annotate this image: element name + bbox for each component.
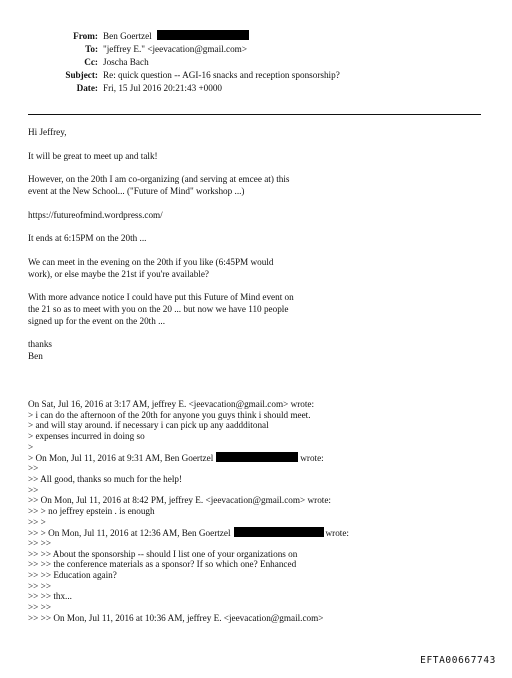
to-value: "jeffrey E." <jeevacation@gmail.com>	[103, 44, 248, 54]
body-line: thanks	[28, 339, 52, 350]
subject-value: Re: quick question -- AGI-16 snacks and reception sponsorship?	[103, 70, 340, 80]
body-line: signed up for the event on the 20th ...	[28, 315, 166, 326]
date-label: Date:	[76, 83, 98, 93]
subject-label: Subject:	[65, 70, 98, 80]
body-paragraph	[28, 339, 488, 363]
quoted-line	[28, 613, 498, 624]
quoted-line	[28, 549, 498, 560]
body-paragraph	[28, 151, 488, 163]
quoted-line	[28, 495, 498, 506]
quoted-line	[28, 506, 498, 517]
quoted-line-text: > On Mon, Jul 11, 2016 at 9:31 AM, Ben Goertzel	[28, 453, 214, 464]
quoted-line-text: >> >>	[28, 580, 52, 591]
body-line: the 21 so as to meet with you on the 20 ... but now we have 110 people	[28, 303, 289, 314]
date-value: Fri, 15 Jul 2016 20:21:43 +0000	[103, 83, 223, 93]
quoted-thread	[28, 399, 498, 623]
body-line: With more advance notice I could have put this Future of Mind event on	[28, 292, 294, 303]
quoted-line-text: >> >> thx...	[28, 591, 72, 602]
from-name: Ben Goertzel	[103, 31, 152, 41]
to-label: To:	[85, 44, 98, 54]
body-paragraph	[28, 174, 488, 198]
quoted-line	[28, 410, 498, 421]
quoted-line	[28, 538, 498, 549]
quoted-line-text: > and will stay around. if necessary i can pick up any aaddditonal	[28, 420, 269, 431]
quoted-line-text: >>	[28, 484, 39, 495]
from-label: From:	[73, 31, 98, 41]
quoted-line	[28, 527, 498, 538]
quoted-line-text: >> >> On Mon, Jul 11, 2016 at 10:36 AM, jeffrey E. <jeevacation@gmail.com>	[28, 612, 324, 623]
body-line: Hi Jeffrey,	[28, 127, 67, 137]
document-id: EFTA00667743	[420, 655, 496, 666]
quoted-line	[28, 452, 498, 463]
quoted-line-text: >> >	[28, 516, 46, 527]
cc-label: Cc:	[84, 57, 98, 67]
body-line: However, on the 20th I am co-organizing (and serving at emcee at) this	[28, 174, 290, 185]
body-paragraph	[28, 127, 488, 139]
quoted-line	[28, 399, 498, 410]
quoted-line	[28, 602, 498, 613]
body-line: event at the New School... ("Future of Mind" workshop ...)	[28, 185, 245, 196]
header-divider	[28, 114, 481, 115]
quoted-line	[28, 442, 498, 453]
wrote-suffix: wrote:	[325, 528, 349, 539]
quoted-line	[28, 570, 498, 581]
quoted-line-text: > i can do the afternoon of the 20th for anyone you guys think i should meet.	[28, 409, 311, 420]
quoted-line	[28, 485, 498, 496]
body-paragraph	[28, 257, 488, 281]
quoted-line	[28, 474, 498, 485]
quoted-line	[28, 559, 498, 570]
quoted-line	[28, 517, 498, 528]
redaction-box	[157, 30, 249, 40]
quoted-line-text: >> On Mon, Jul 11, 2016 at 8:42 PM, jeffrey E. <jeevacation@gmail.com> wrote:	[28, 495, 331, 506]
body-paragraph	[28, 210, 488, 222]
wrote-suffix: wrote:	[300, 453, 324, 464]
body-line: work), or else maybe the 21st if you're available?	[28, 268, 210, 279]
quoted-line	[28, 420, 498, 431]
quoted-line-text: > expenses incurred in doing so	[28, 431, 145, 442]
quoted-line-text: >	[28, 441, 34, 452]
body-line: https://futureofmind.wordpress.com/	[28, 209, 163, 220]
redaction-box	[216, 452, 298, 462]
quoted-line-text: >> >> the conference materials as a sponsor? If so which one? Enhanced	[28, 559, 297, 570]
quoted-line-text: >> > On Mon, Jul 11, 2016 at 12:36 AM, Ben Goertzel	[28, 528, 231, 539]
body-paragraph	[28, 233, 488, 245]
body-line: It ends at 6:15PM on the 20th ...	[28, 233, 147, 244]
quoted-line	[28, 591, 498, 602]
quoted-line-text: >> >> About the sponsorship -- should I list one of your organizations on	[28, 548, 298, 559]
quoted-line-text: >>	[28, 463, 39, 474]
redaction-box	[234, 527, 324, 537]
cc-value: Joscha Bach	[103, 57, 149, 67]
body-line: Ben	[28, 351, 43, 362]
quoted-line	[28, 463, 498, 474]
body-paragraph	[28, 292, 488, 327]
quoted-line	[28, 431, 498, 442]
quoted-line	[28, 581, 498, 592]
quoted-line-text: >> >> Education again?	[28, 570, 117, 580]
quoted-line-text: On Sat, Jul 16, 2016 at 3:17 AM, jeffrey E. <jeevacation@gmail.com> wrote:	[28, 399, 315, 409]
email-body	[28, 127, 488, 375]
quoted-line-text: >> >>	[28, 537, 52, 548]
body-line: It will be great to meet up and talk!	[28, 150, 158, 161]
quoted-line-text: >> >>	[28, 602, 52, 613]
body-line: We can meet in the evening on the 20th if you like (6:45PM would	[28, 256, 274, 267]
quoted-line-text: >> > no jeffrey epstein . is enough	[28, 505, 155, 516]
quoted-line-text: >> All good, thanks so much for the help!	[28, 473, 183, 484]
